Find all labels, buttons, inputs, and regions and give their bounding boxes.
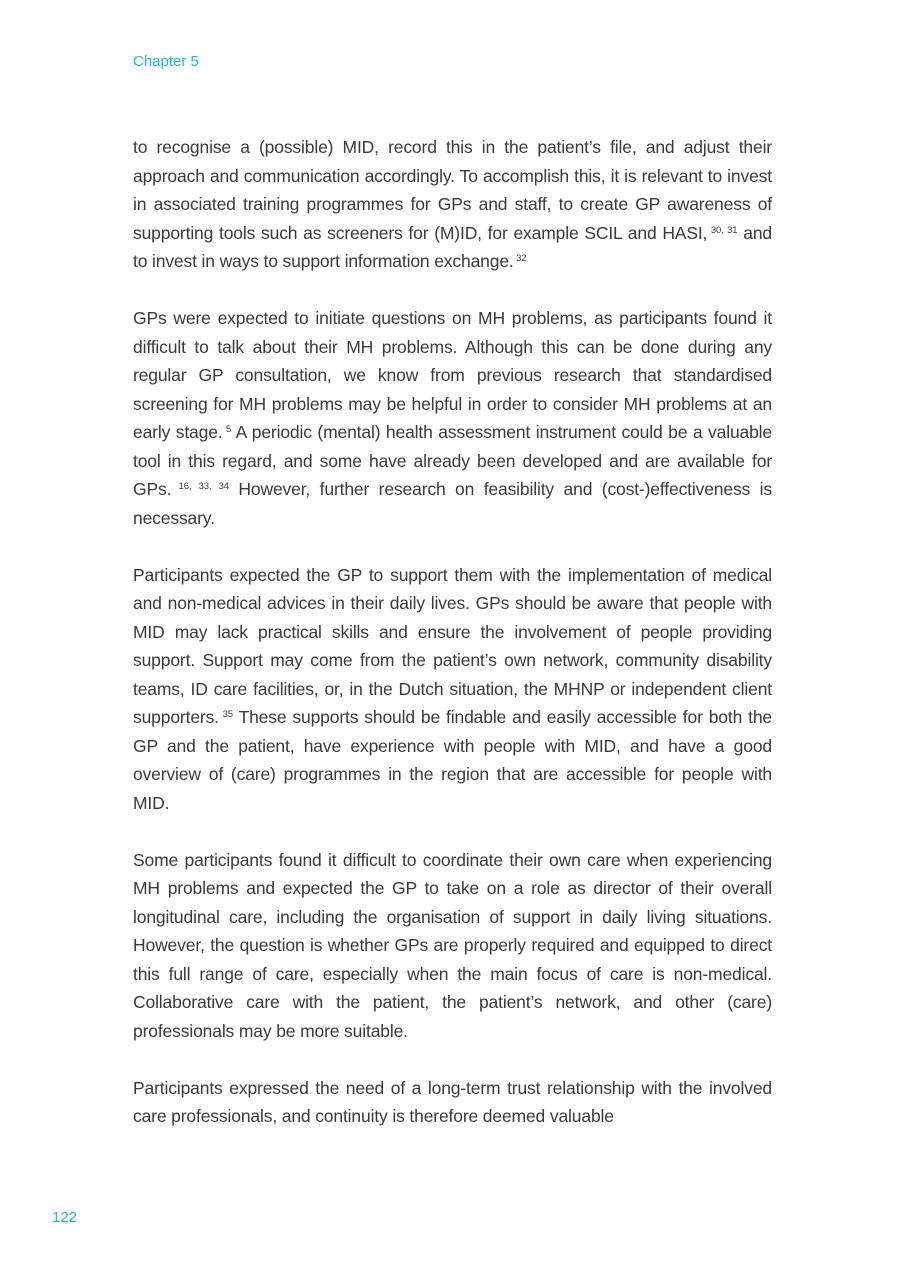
paragraph-4 <box>133 846 772 1046</box>
citation-superscript: 5 <box>222 424 232 435</box>
paragraph-text: Some participants found it difficult to coordinate their own care when experiencing MH problems and expected the GP to take on a role as director of their overall longitudinal care, including the organisation of support in daily living situations. However, the question is whether GPs are properly required and equipped to direct this full range of care, especially when the main focus of care is non-medical. Collaborative care with the patient, the patient’s network, and other (care) professionals may be more suitable. <box>133 849 772 1041</box>
paragraph-text: Participants expressed the need of a long-term trust relationship with the involved care professionals, and continuity is therefore deemed valuable <box>133 1077 772 1126</box>
citation-superscript: 30, 31 <box>707 224 738 236</box>
paragraph-text: However, further research on feasibility and (cost-)effectiveness is necessary. <box>133 479 772 528</box>
paragraph-text: and to invest in ways to support information exchange. <box>133 222 772 271</box>
paragraph-text: A periodic (mental) health assessment instrument could be a valuable tool in this regard, and some have already been developed and are available for GPs. <box>133 422 773 499</box>
page-number: 122 <box>52 1209 78 1226</box>
citation-superscript: 35 <box>218 709 233 720</box>
paragraph-text: GPs were expected to initiate questions on MH problems, as participants found it difficult to talk about their MH problems. Although this can be done during any regular GP consultation, we know from previous research that standardised screening for MH problems may be helpful in order to consider MH problems at an early stage. <box>133 308 772 442</box>
paragraph-3 <box>133 561 772 818</box>
citation-superscript: 16, 33, 34 <box>171 481 229 492</box>
paragraph-text: Participants expected the GP to support them with the implementation of medical and non-medical advices in their daily lives. GPs should be aware that people with MID may lack practical skills and ensure the involvement of people providing support. Support may come from the patient’s own network, community disability teams, ID care facilities, or, in the Dutch situation, the MHNP or independent client supporters. <box>133 564 772 727</box>
body-text <box>133 133 772 1131</box>
paragraph-1 <box>133 133 772 276</box>
citation-superscript: 32 <box>513 253 527 264</box>
paragraph-5 <box>133 1074 772 1131</box>
running-head-chapter: Chapter 5 <box>133 53 199 70</box>
paragraph-2 <box>133 304 772 532</box>
paragraph-text: to recognise a (possible) MID, record this in the patient’s file, and adjust their approach and communication accordingly. To accomplish this, it is relevant to invest in associated training programmes for GPs and staff, to create GP awareness of supporting tools such as screeners for (M)ID, for example SCIL and HASI, <box>133 137 772 243</box>
paragraph-text: These supports should be findable and easily accessible for both the GP and the patient, have experience with people with MID, and have a good overview of (care) programmes in the region that are accessible for people with MID. <box>133 707 772 813</box>
